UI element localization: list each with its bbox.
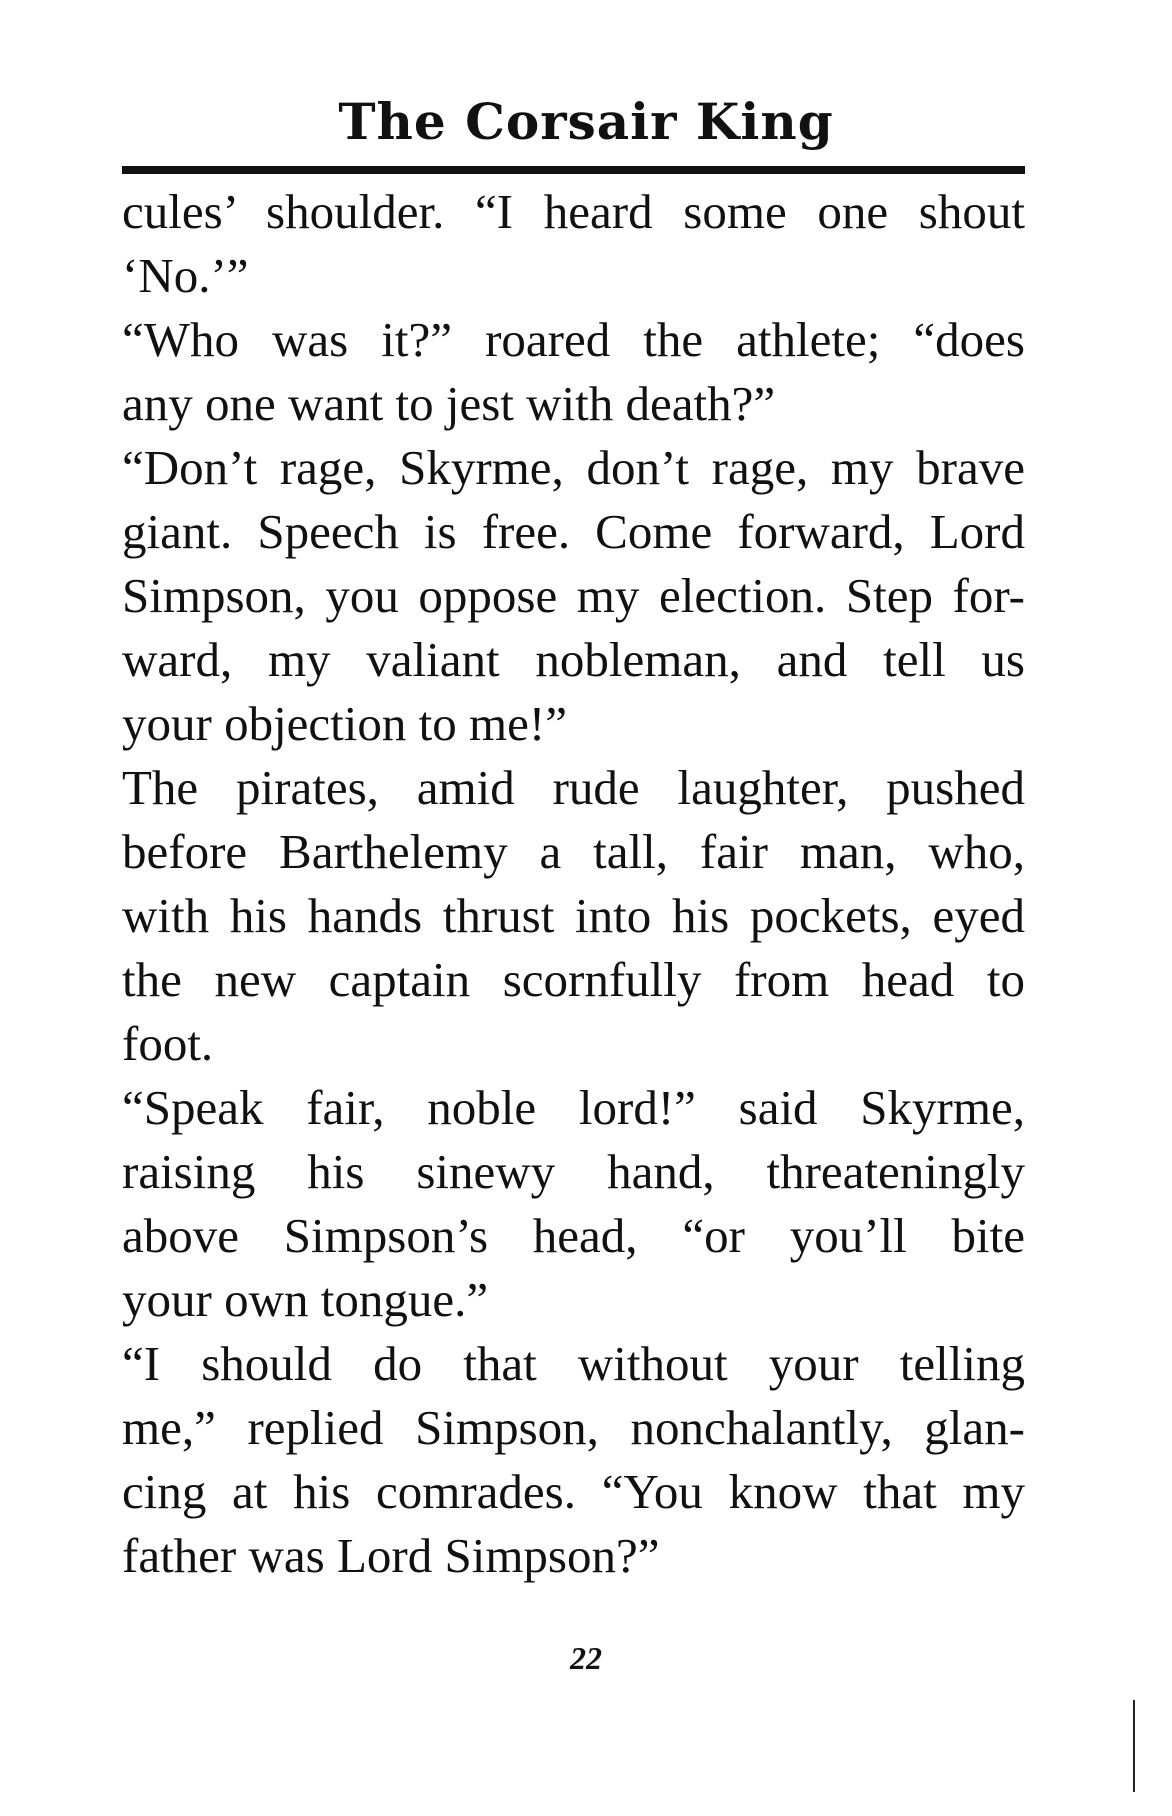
text-line: ‘No.’” [122,248,249,303]
text-line: ward, my valiant nobleman, and tell us [122,632,1025,687]
text-line: cing at his comrades. “You know that my [122,1464,1025,1519]
text-line: cules’ shoulder. “I heard some one shout [122,184,1025,239]
text-line: me,” replied Simpson, nonchalantly, glan- [122,1400,1025,1455]
text-line: raising his sinewy hand, threateningly [122,1144,1025,1199]
body-text [122,180,1025,1588]
text-line: above Simpson’s head, “or you’ll bite [122,1208,1025,1263]
text-line: “Speak fair, noble lord!” said Skyrme, [122,1080,1025,1135]
text-line: Simpson, you oppose my election. Step for- [122,568,1025,623]
running-title: The Corsair King [338,92,834,151]
text-line: any one want to jest with death?” [122,376,776,431]
text-line: “Don’t rage, Skyrme, don’t rage, my brave [122,440,1025,495]
text-line: your objection to me!” [122,696,567,751]
page-number: 22 [570,1640,602,1676]
text-line: the new captain scornfully from head to [122,952,1025,1007]
text-line: The pirates, amid rude laughter, pushed [122,760,1025,815]
text-line: foot. [122,1016,214,1071]
text-line: “Who was it?” roared the athlete; “does [122,312,1025,367]
margin-mark [1133,1700,1135,1792]
text-line: with his hands thrust into his pockets, eyed [122,888,1025,943]
text-line: father was Lord Simpson?” [122,1528,660,1583]
text-line: your own tongue.” [122,1272,489,1327]
text-line: before Barthelemy a tall, fair man, who, [122,824,1025,879]
header-rule [122,166,1025,174]
text-line: giant. Speech is free. Come forward, Lord [122,504,1025,559]
text-line: “I should do that without your telling [122,1336,1025,1391]
